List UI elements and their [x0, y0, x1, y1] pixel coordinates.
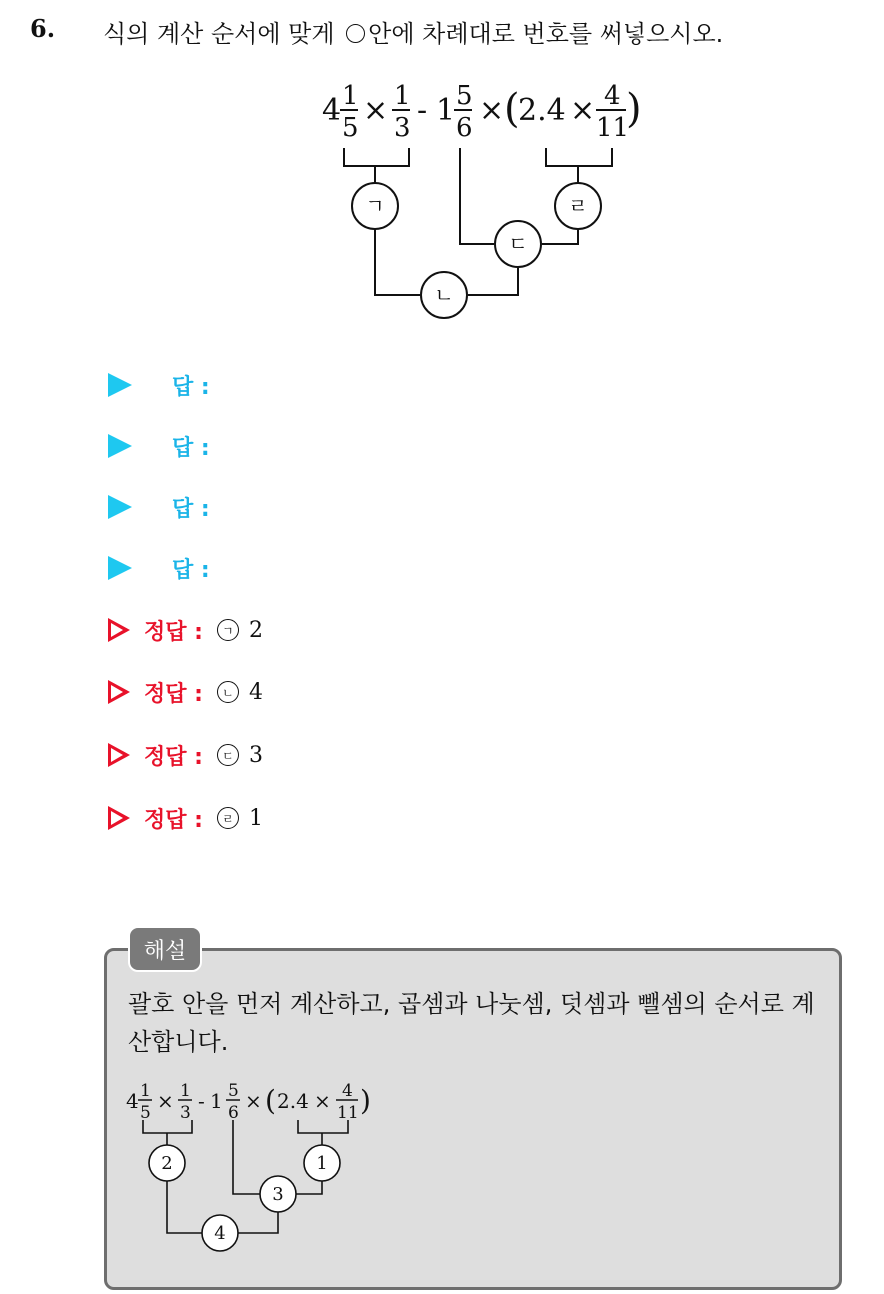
correct-value: 4 [248, 679, 263, 705]
exp-close-paren: ) [360, 1084, 371, 1117]
expr-num-1: 1 [342, 81, 359, 111]
exp-decimal: 2.4 [277, 1089, 309, 1113]
exp-den-2: 3 [180, 1103, 191, 1123]
exp-open-paren: ( [265, 1084, 276, 1117]
expression-diagram [0, 0, 884, 340]
triangle-icon [108, 556, 132, 580]
correct-row [108, 675, 263, 709]
answer-row [108, 490, 210, 524]
exp-num-1: 1 [140, 1081, 151, 1101]
circled-mark: ㄴ [217, 681, 239, 703]
triangle-icon [108, 434, 132, 458]
answer-label: 답 : [172, 557, 210, 583]
answer-label: 답 : [172, 435, 210, 461]
exp-whole-3: 1 [210, 1089, 223, 1113]
correct-row [108, 613, 263, 647]
exp-whole-1: 4 [126, 1089, 139, 1113]
explanation-tag: 해설 [128, 926, 202, 972]
question-text-before: 식의 계산 순서에 맞게 [103, 20, 343, 48]
question-text-after: 안에 차례대로 번호를 써넣으시오. [368, 20, 724, 48]
correct-label: 정답 : [144, 744, 203, 770]
correct-row [108, 801, 263, 835]
exp-num-3: 5 [228, 1081, 239, 1101]
circled-mark: ㄹ [217, 807, 239, 829]
exp-node-b-label: 1 [316, 1153, 328, 1174]
answer-label: 답 : [172, 374, 210, 400]
triangle-icon [108, 373, 132, 397]
circled-mark: ㄱ [217, 619, 239, 641]
answer-row [108, 551, 210, 585]
exp-num-2: 1 [180, 1081, 191, 1101]
expr-open-paren: ( [504, 86, 520, 132]
expr-den-2: 3 [394, 113, 411, 143]
correct-label: 정답 : [144, 807, 203, 833]
correct-value: 2 [248, 617, 263, 643]
triangle-icon [108, 495, 132, 519]
expr-close-paren: ) [626, 86, 642, 132]
exp-times-3: × [314, 1089, 331, 1113]
expr-den-3: 6 [456, 113, 473, 143]
exp-node-d-label: 4 [214, 1223, 226, 1244]
answer-label: 답 : [172, 496, 210, 522]
expr-times-2: × [479, 93, 505, 128]
outline-triangle-icon [108, 806, 130, 830]
expr-den-1: 5 [342, 113, 359, 143]
correct-value: 3 [248, 742, 263, 768]
explanation-text: 괄호 안을 먼저 계산하고, 곱셈과 나눗셈, 덧셈과 뺄셈의 순서로 계산합니다. [128, 990, 815, 1056]
outline-triangle-icon [108, 680, 130, 704]
expr-whole-1: 4 [322, 93, 342, 128]
outline-triangle-icon [108, 743, 130, 767]
correct-row [108, 738, 263, 772]
question-number: 6. [30, 14, 56, 43]
node-giyeok-label: ㄱ [365, 194, 385, 218]
correct-value: 1 [248, 805, 263, 831]
exp-node-a-label: 2 [161, 1153, 173, 1174]
expr-minus: - [417, 93, 428, 128]
exp-num-4: 4 [342, 1081, 353, 1101]
correct-label: 정답 : [144, 619, 203, 645]
exp-times-1: × [157, 1089, 174, 1113]
exp-node-c-label: 3 [272, 1184, 284, 1205]
exp-minus: - [198, 1089, 205, 1113]
exp-times-2: × [245, 1089, 262, 1113]
outline-triangle-icon [108, 618, 130, 642]
expr-decimal: 2.4 [518, 93, 566, 128]
node-rieul-label: ㄹ [568, 194, 588, 218]
correct-label: 정답 : [144, 681, 203, 707]
expr-whole-3: 1 [436, 93, 456, 128]
circled-mark: ㄷ [217, 744, 239, 766]
expr-num-2: 1 [394, 81, 411, 111]
answer-row [108, 368, 210, 402]
node-digeut-label: ㄷ [508, 232, 528, 256]
expr-times-3: × [570, 93, 596, 128]
exp-den-1: 5 [140, 1103, 151, 1123]
explanation-diagram [0, 1060, 884, 1260]
answer-row [108, 429, 210, 463]
expr-num-4: 4 [604, 81, 621, 111]
exp-den-4: 11 [337, 1103, 359, 1123]
expr-den-4: 11 [596, 113, 630, 143]
exp-den-3: 6 [228, 1103, 239, 1123]
expr-times-1: × [363, 93, 389, 128]
node-nieun-label: ㄴ [434, 283, 454, 307]
expr-num-3: 5 [456, 81, 473, 111]
